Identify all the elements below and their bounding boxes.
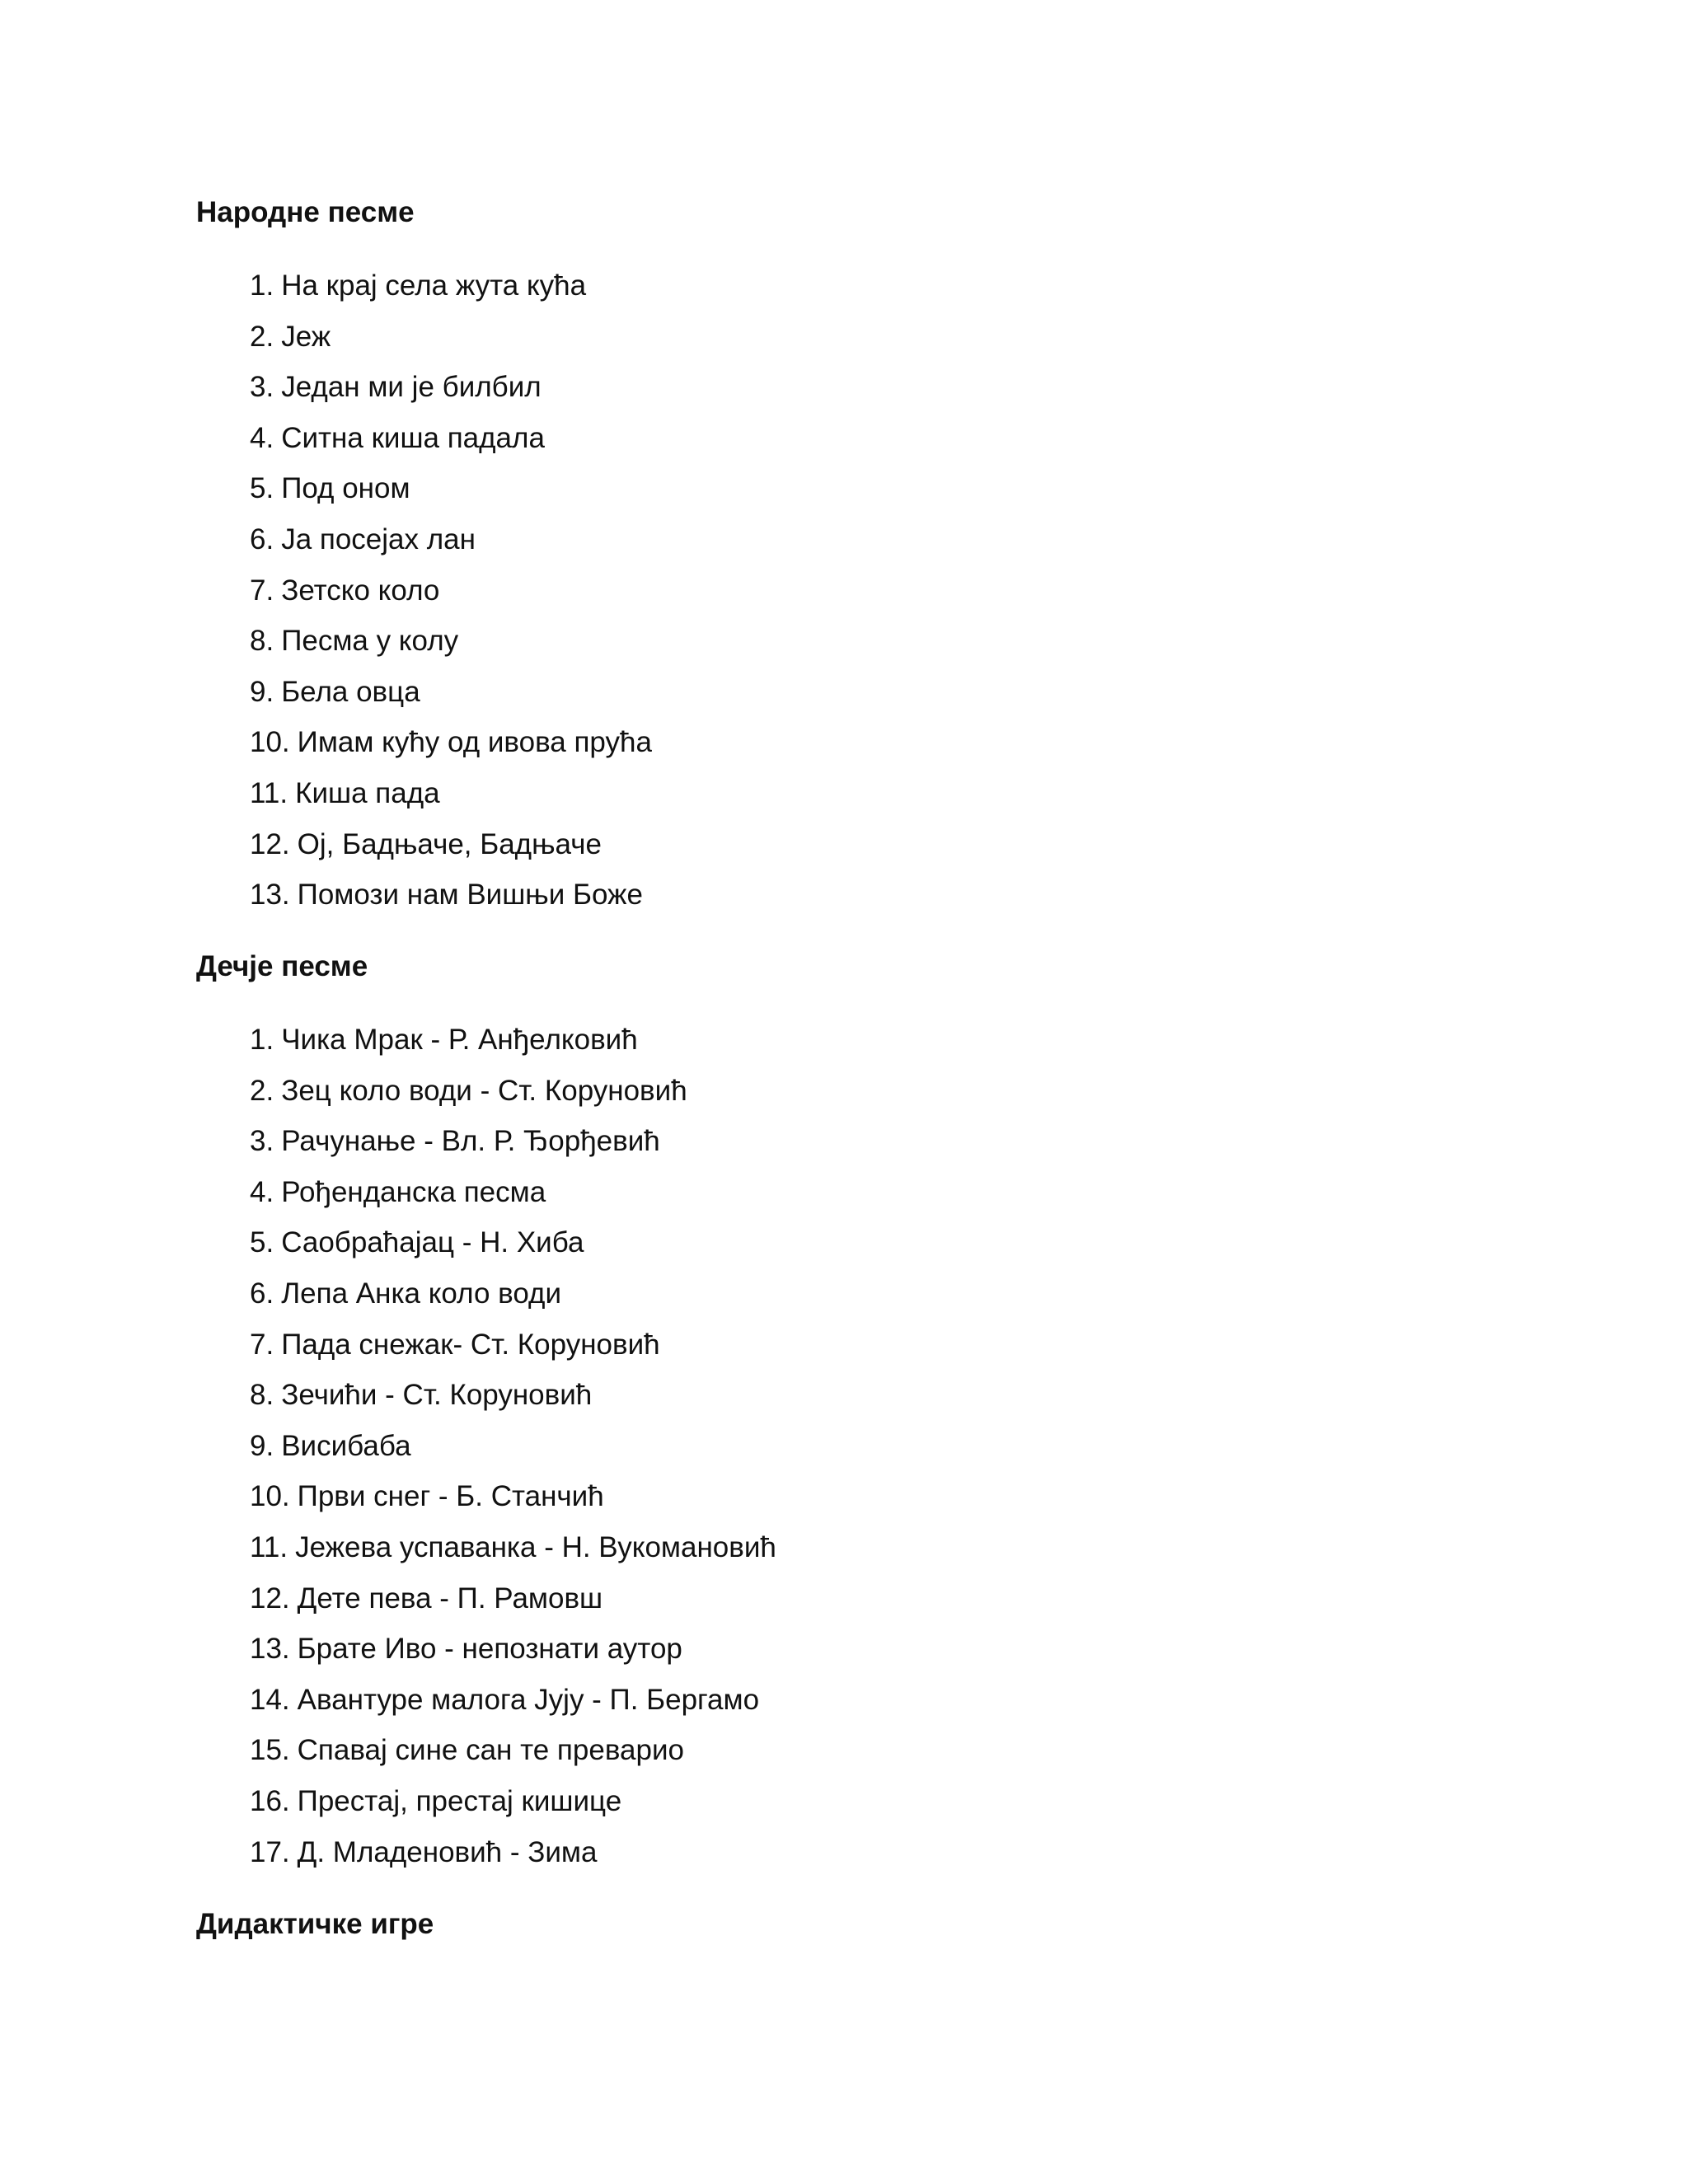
- list-item: 6. Лепа Анка коло води: [250, 1277, 562, 1310]
- song-list-narodne-pesme: [250, 269, 652, 930]
- list-item: 7. Зетско коло: [250, 574, 440, 607]
- list-item: 11. Киша пада: [250, 776, 440, 809]
- list-item: 9. Бела овца: [250, 675, 420, 708]
- list-item: 10. Имам кућу од ивова прућа: [250, 726, 652, 759]
- list-item: 12. Дете пева - П. Рамовш: [250, 1582, 603, 1615]
- list-item: 10. Први снег - Б. Станчић: [250, 1480, 604, 1513]
- list-item: 4. Рођенданска песма: [250, 1175, 546, 1208]
- list-item: 13. Помози нам Вишњи Боже: [250, 879, 643, 912]
- section-heading-narodne-pesme: Народне песме: [196, 196, 415, 228]
- list-item: 8. Песма у колу: [250, 625, 459, 658]
- section-heading-decje-pesme: Дечје песме: [196, 950, 368, 982]
- list-item: 6. Ја посејах лан: [250, 523, 476, 555]
- list-item: 14. Авантуре малога Јују - П. Бергамо: [250, 1683, 760, 1716]
- list-item: 8. Зечићи - Ст. Коруновић: [250, 1379, 593, 1412]
- list-item: 5. Саобраћајац - Н. Хиба: [250, 1226, 584, 1259]
- list-item: 3. Један ми је билбил: [250, 371, 542, 404]
- list-item: 16. Престај, престај кишице: [250, 1784, 622, 1817]
- list-item: 2. Зец коло води - Ст. Коруновић: [250, 1074, 687, 1107]
- list-item: 1. На крај села жута кућа: [250, 269, 587, 302]
- list-item: 7. Пада снежак- Ст. Коруновић: [250, 1328, 660, 1361]
- list-item: 4. Ситна киша падала: [250, 421, 545, 454]
- list-item: 5. Под оном: [250, 472, 410, 505]
- list-item: 15. Спавај сине сан те преварио: [250, 1734, 684, 1767]
- list-item: 1. Чика Мрак - Р. Анђелковић: [250, 1024, 638, 1056]
- list-item: 9. Висибаба: [250, 1429, 411, 1462]
- list-item: 12. Ој, Бадњаче, Бадњаче: [250, 827, 602, 860]
- list-item: 13. Брате Иво - непознати аутор: [250, 1633, 682, 1666]
- list-item: 3. Рачунање - Вл. Р. Ђорђевић: [250, 1125, 660, 1158]
- section-heading-didakticke-igre: Дидактичке игре: [196, 1908, 434, 1940]
- list-item: 2. Јеж: [250, 320, 331, 353]
- list-item: 17. Д. Младеновић - Зима: [250, 1835, 598, 1868]
- list-item: 11. Јежева успаванка - Н. Вукомановић: [250, 1530, 776, 1563]
- song-list-decje-pesme: [250, 1024, 776, 1886]
